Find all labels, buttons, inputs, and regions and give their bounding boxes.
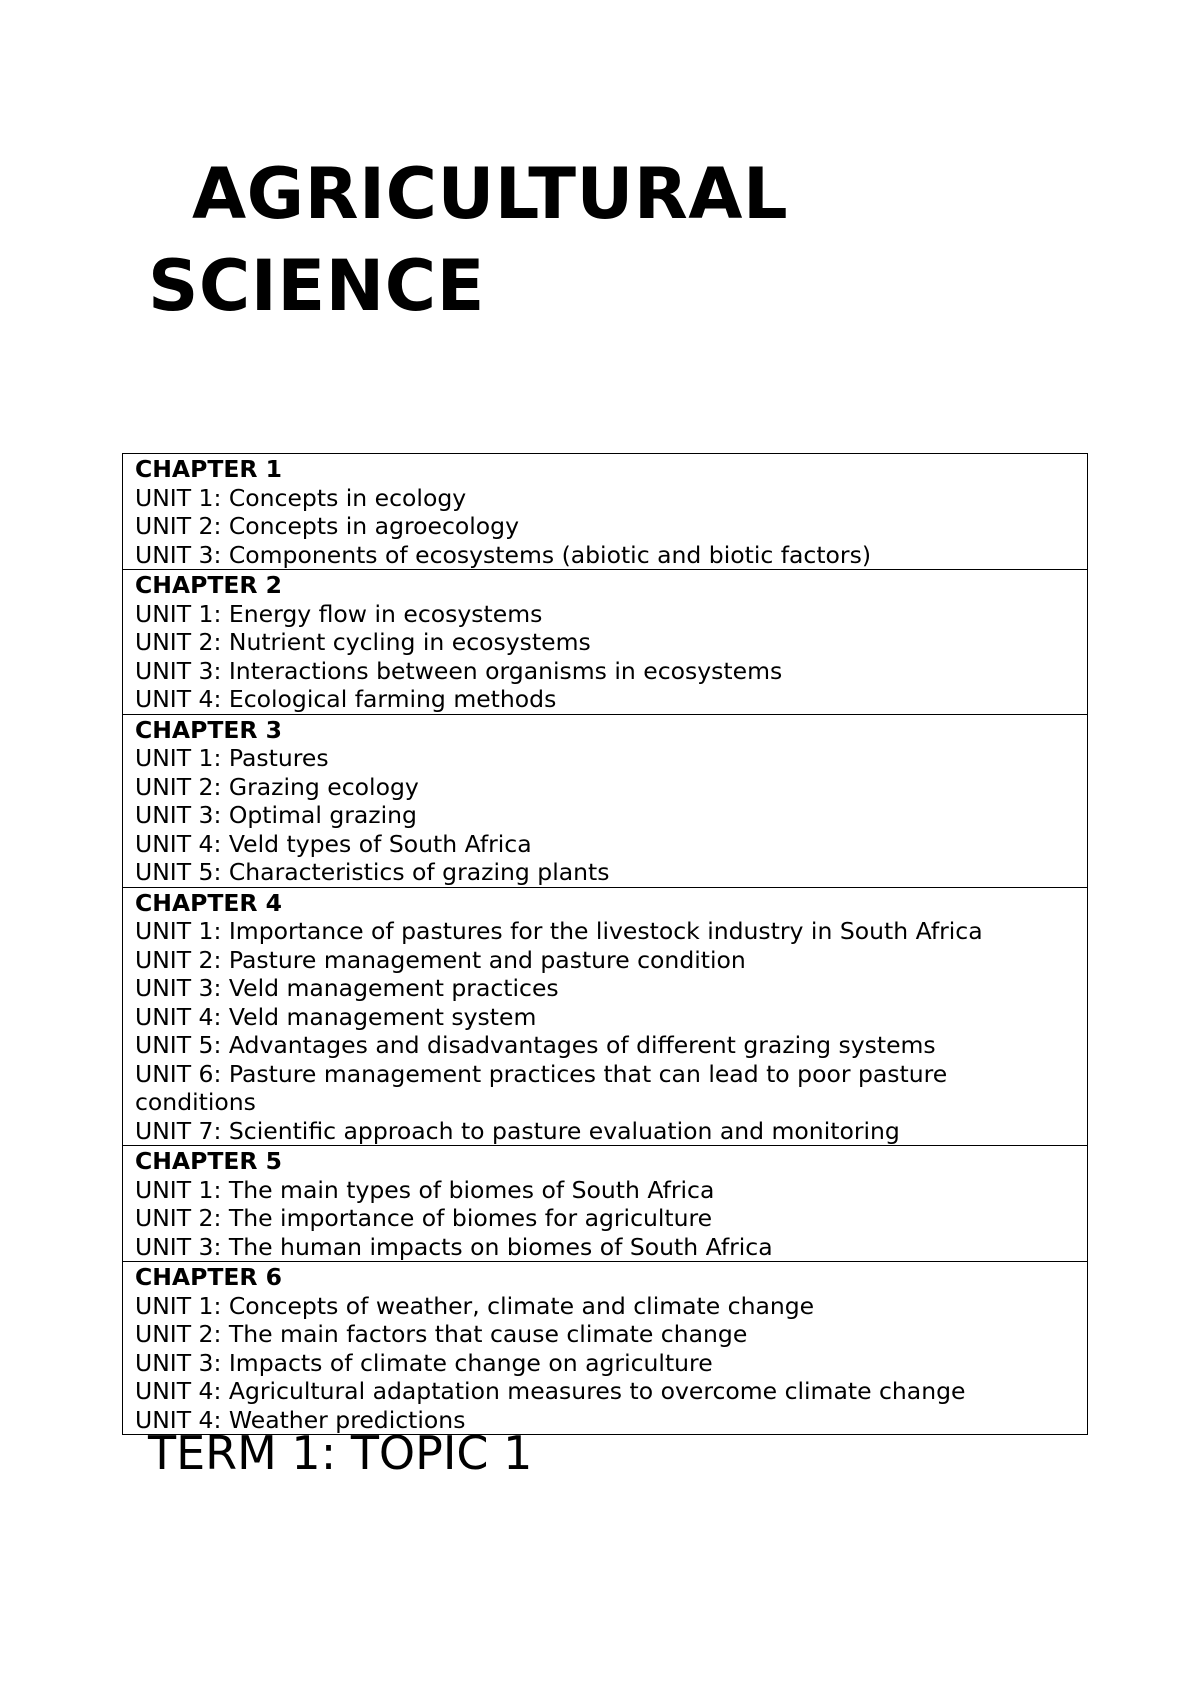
unit-item: UNIT 4: Weather predictions xyxy=(135,1405,466,1434)
unit-item: UNIT 7: Scientific approach to pasture evaluation and monitoring xyxy=(135,1116,900,1145)
chapter-6-heading: CHAPTER 6 xyxy=(135,1263,283,1291)
chapter-row xyxy=(123,887,1088,1146)
unit-item: UNIT 2: The main factors that cause climate change xyxy=(135,1320,748,1348)
chapter-row xyxy=(123,1262,1088,1435)
unit-item: UNIT 1: Pastures xyxy=(135,744,329,772)
unit-item: UNIT 1: Concepts of weather, climate and climate change xyxy=(135,1291,815,1320)
unit-item: UNIT 2: Pasture management and pasture condition xyxy=(135,945,746,974)
term-topic-label: TERM 1: TOPIC 1 xyxy=(148,1426,533,1480)
chapter-2-heading: CHAPTER 2 xyxy=(135,571,283,599)
unit-item: UNIT 3: Veld management practices xyxy=(135,974,559,1002)
unit-item: UNIT 3: Components of ecosystems (abiotic and biotic factors) xyxy=(135,540,871,569)
document-title xyxy=(148,148,788,332)
unit-item: UNIT 5: Characteristics of grazing plants xyxy=(135,858,610,886)
unit-item: UNIT 2: Concepts in agroecology xyxy=(135,512,519,540)
chapter-2-cell xyxy=(123,570,1088,715)
unit-item: UNIT 3: Interactions between organisms in ecosystems xyxy=(135,656,783,685)
unit-item: UNIT 2: The importance of biomes for agriculture xyxy=(135,1204,713,1232)
chapter-row xyxy=(123,1146,1088,1262)
chapter-4-cell xyxy=(123,887,1088,1146)
chapter-1-heading: CHAPTER 1 xyxy=(135,455,283,483)
chapter-4-heading: CHAPTER 4 xyxy=(135,888,283,917)
unit-item: UNIT 6: Pasture management practices that can lead to poor pasture conditions xyxy=(135,1059,948,1116)
chapter-5-cell xyxy=(123,1146,1088,1262)
unit-item: UNIT 4: Veld management system xyxy=(135,1002,537,1031)
chapter-5-heading: CHAPTER 5 xyxy=(135,1147,283,1175)
chapter-units-table xyxy=(122,453,1088,1435)
unit-item: UNIT 2: Nutrient cycling in ecosystems xyxy=(135,628,591,656)
unit-item: UNIT 5: Advantages and disadvantages of different grazing systems xyxy=(135,1031,936,1059)
chapter-3-heading: CHAPTER 3 xyxy=(135,715,283,744)
unit-item: UNIT 2: Grazing ecology xyxy=(135,772,419,801)
unit-item: UNIT 1: Concepts in ecology xyxy=(135,483,467,512)
chapter-row xyxy=(123,714,1088,887)
chapter-row xyxy=(123,454,1088,570)
chapter-3-cell xyxy=(123,714,1088,887)
chapter-1-cell xyxy=(123,454,1088,570)
chapter-row xyxy=(123,570,1088,715)
unit-item: UNIT 4: Ecological farming methods xyxy=(135,685,557,713)
unit-item: UNIT 3: Impacts of climate change on agriculture xyxy=(135,1348,713,1377)
title-line-agricultural: AGRICULTURAL xyxy=(192,153,789,235)
unit-item: UNIT 1: Importance of pastures for the livestock industry in South Africa xyxy=(135,917,983,945)
unit-item: UNIT 4: Veld types of South Africa xyxy=(135,829,532,858)
unit-item: UNIT 1: The main types of biomes of South Africa xyxy=(135,1175,715,1204)
unit-item: UNIT 3: Optimal grazing xyxy=(135,801,417,829)
unit-item: UNIT 1: Energy flow in ecosystems xyxy=(135,599,543,628)
title-line-science: SCIENCE xyxy=(148,245,485,327)
unit-item: UNIT 3: The human impacts on biomes of South Africa xyxy=(135,1232,773,1261)
chapter-6-cell xyxy=(123,1262,1088,1435)
unit-item: UNIT 4: Agricultural adaptation measures to overcome climate change xyxy=(135,1377,966,1405)
